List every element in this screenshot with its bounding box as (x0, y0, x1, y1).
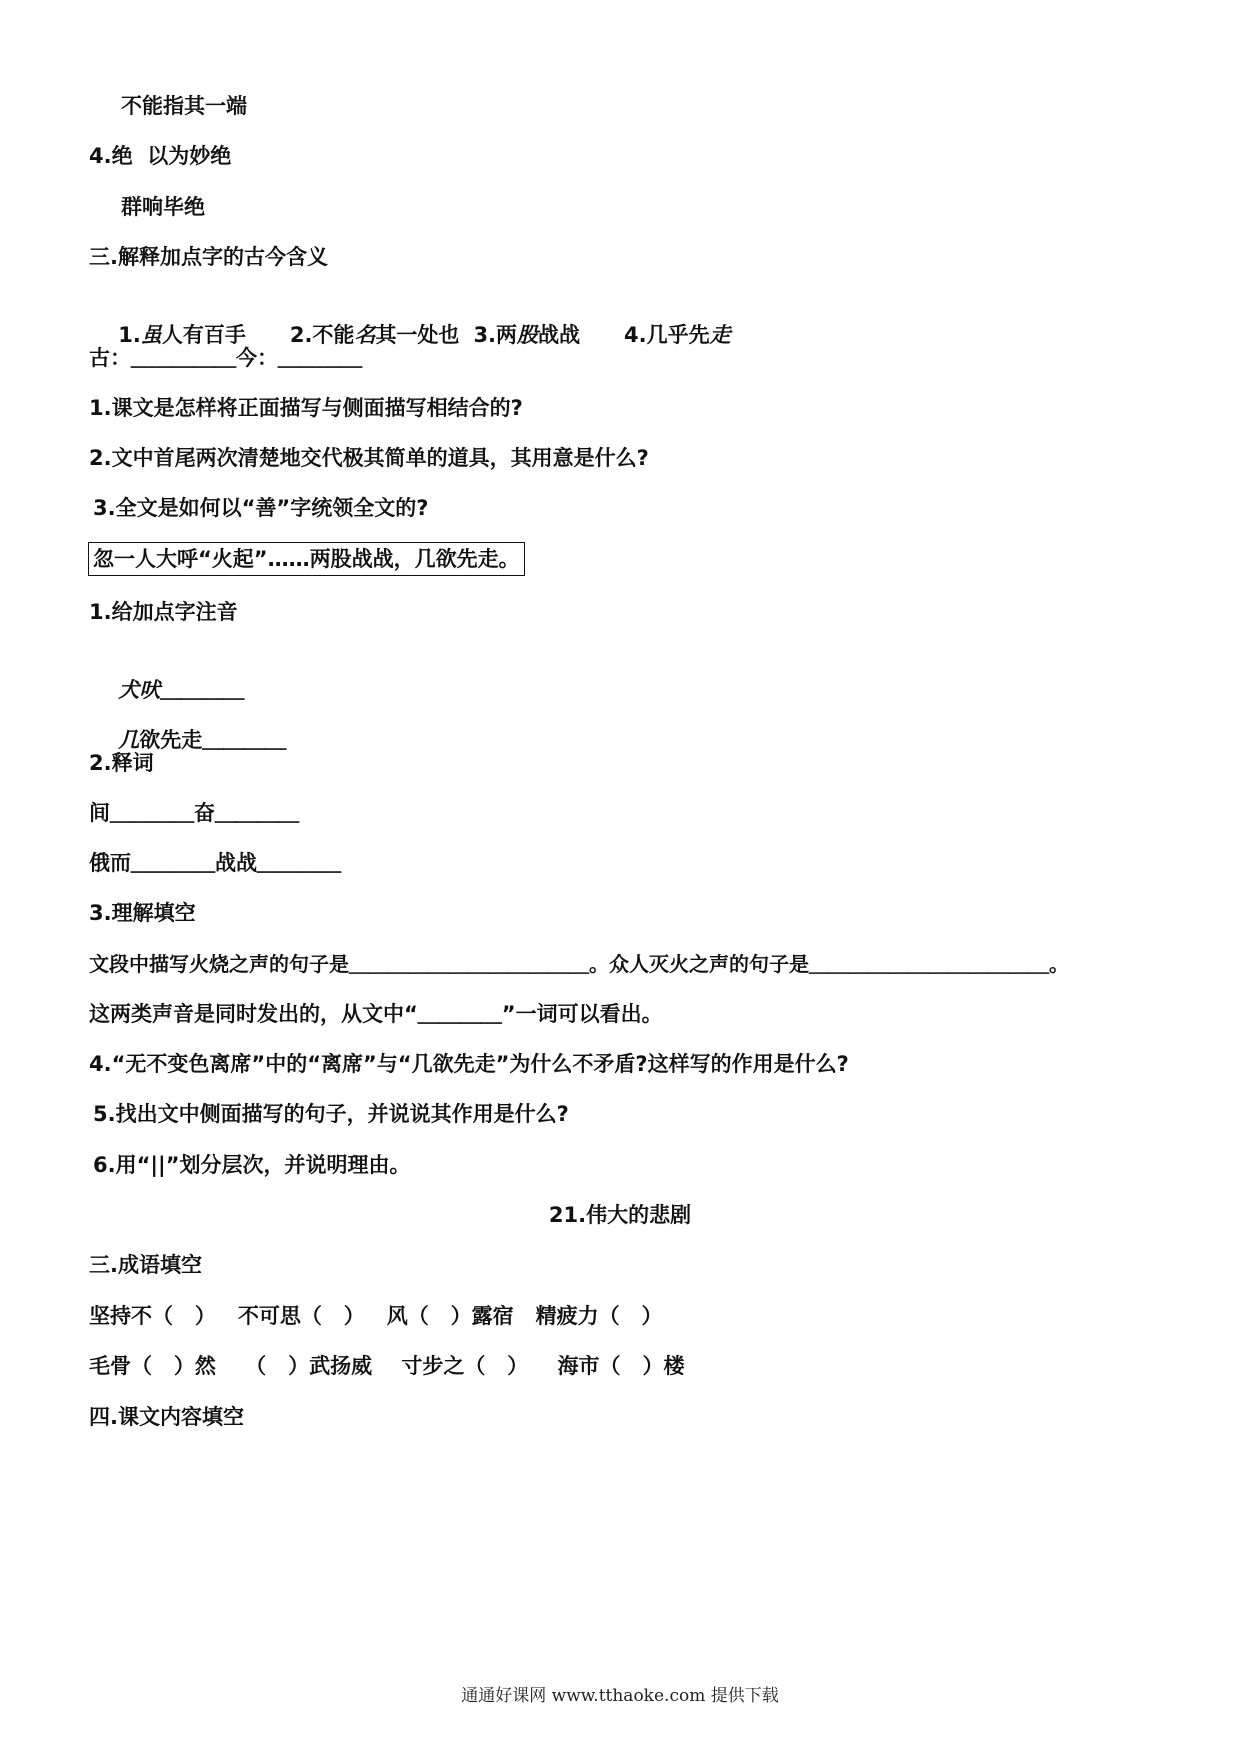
question: 6.用“||”划分层次，并说明理由。 (93, 1153, 411, 1177)
text-span: 3.两 (473, 323, 518, 347)
section-heading: 三.解释加点字的古今含义 (89, 245, 328, 269)
answer-line: 古：＿＿＿＿＿今：＿＿＿＿ (89, 346, 362, 370)
answer-line: 间＿＿＿＿奋＿＿＿＿ (89, 801, 299, 825)
idiom-row: 毛骨（ ）然 （ ）武扬威 寸步之（ ） 海市（ ）楼 (89, 1354, 685, 1378)
question: 3.全文是如何以“善”字统领全文的? (93, 496, 429, 520)
section-heading: 三.成语填空 (89, 1253, 202, 1277)
dotted-char: 走 (709, 323, 731, 347)
dotted-char: 几 (118, 728, 140, 752)
page-footer: 通通好课网 www.tthaoke.com 提供下载 (461, 1686, 779, 1706)
text-span: 2.不能 (289, 323, 355, 347)
dotted-char: 名 (354, 323, 376, 347)
text-span: 4.几乎先 (624, 323, 710, 347)
text-span: ＿＿＿＿ (160, 678, 245, 702)
question: 2.释词 (89, 751, 154, 775)
text-span: 其一处也 (375, 323, 460, 347)
question: 3.理解填空 (89, 901, 196, 925)
answer-line: 俄而＿＿＿＿战战＿＿＿＿ (89, 851, 341, 875)
answer-line: 这两类声音是同时发出的，从文中“＿＿＿＿”一词可以看出。 (89, 1002, 663, 1026)
boxed-excerpt: 忽一人大呼“火起”……两股战战，几欲先走。 (88, 542, 525, 576)
text-span: 战战 (538, 323, 581, 347)
text-span: 1. (118, 323, 141, 347)
text-span: 人有百手 (161, 323, 246, 347)
question: 1.课文是怎样将正面描写与侧面描写相结合的? (89, 396, 523, 420)
text-line: 4.绝 以为妙绝 (89, 144, 232, 168)
answer-line: 文段中描写火烧之声的句子是＿＿＿＿＿＿＿＿＿＿＿＿。众人灭火之声的句子是＿＿＿＿＿＿＿＿＿＿＿＿。 (89, 952, 1069, 976)
idiom-row: 坚持不（ ） 不可思（ ） 风（ ）露宿 精疲力（ ） (89, 1304, 663, 1328)
dotted-char: 犬吠 (118, 678, 161, 702)
dotted-char: 股 (517, 323, 539, 347)
dotted-char: 虽 (140, 323, 162, 347)
question: 5.找出文中侧面描写的句子，并说说其作用是什么? (93, 1102, 569, 1126)
question: 4.“无不变色离席”中的“离席”与“几欲先走”为什么不矛盾?这样写的作用是什么? (89, 1052, 849, 1076)
chapter-title: 21.伟大的悲剧 (548, 1203, 692, 1227)
text-span: 欲先走＿＿＿＿ (139, 728, 287, 752)
text-line: 不能指其一端 (121, 94, 247, 118)
section-heading: 四.课文内容填空 (89, 1405, 244, 1429)
text-line: 群响毕绝 (121, 195, 205, 219)
question: 1.给加点字注音 (89, 600, 238, 624)
question: 2.文中首尾两次清楚地交代极其简单的道具，其用意是什么? (89, 446, 649, 470)
